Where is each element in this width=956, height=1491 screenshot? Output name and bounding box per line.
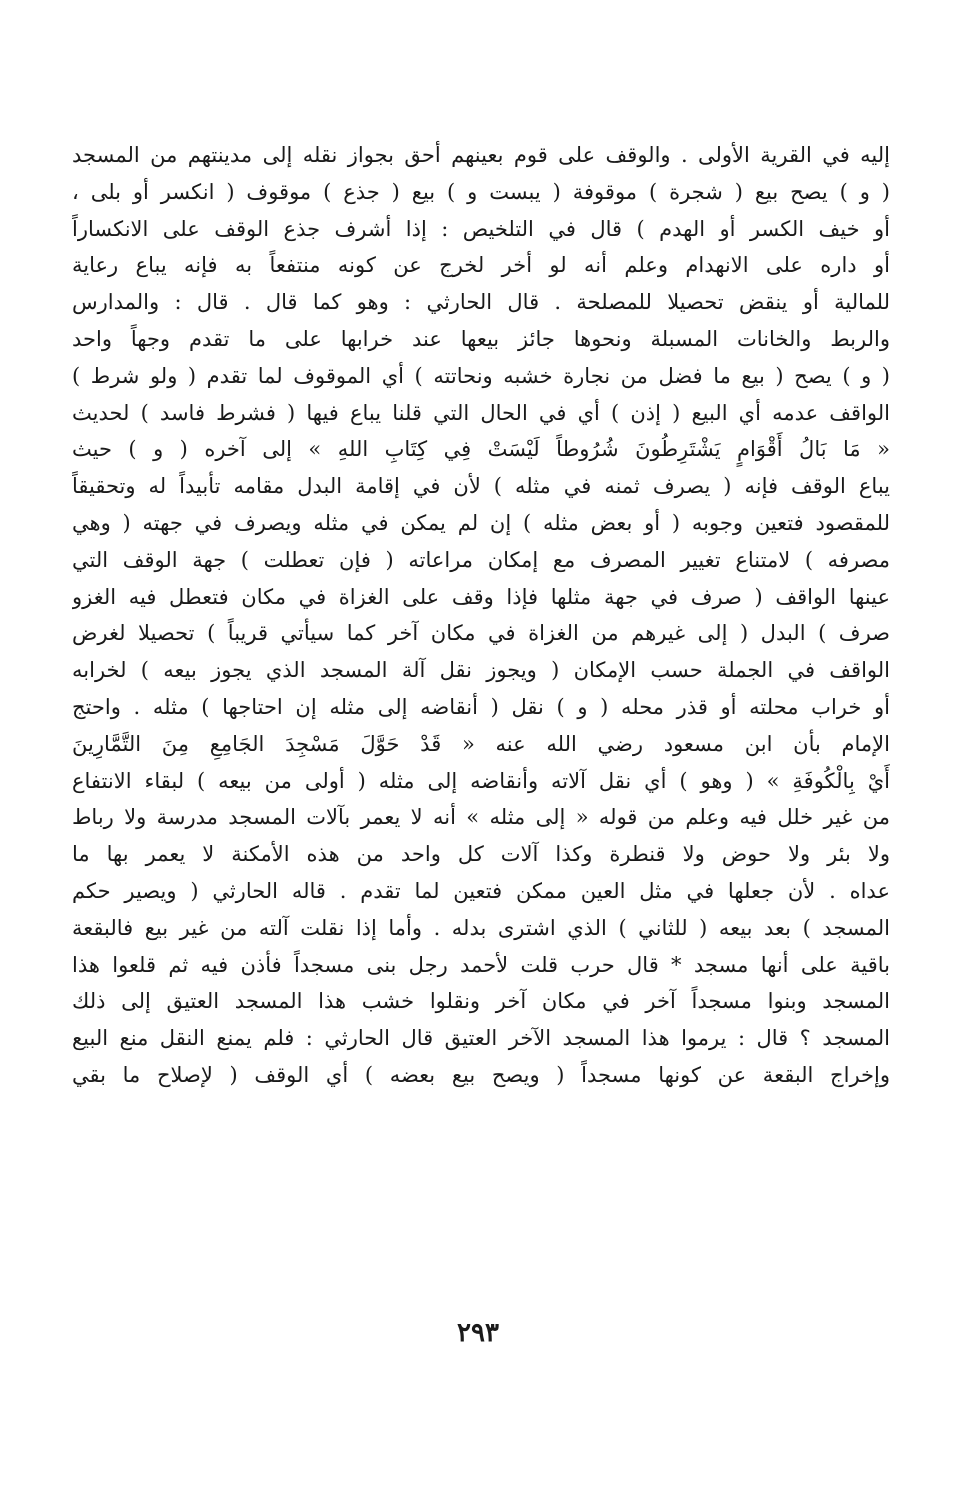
text-line: الإمام بأن ابن مسعود رضي الله عنه « قَدْ حَوَّلَ مَسْجِدَ الجَامِعِ مِنَ التَّمَّارِينَ <box>72 731 890 756</box>
text-line: والربط والخانات المسبلة ونحوها جائز بيعها عند خرابها على ما تقدم وجهاً واحد <box>72 326 890 351</box>
text-line: ولا بئر ولا حوض ولا قنطرة وكذا آلات كل واحد من هذه الأمكنة لا يعمر بها ما <box>72 842 890 867</box>
text-line: للمالية أو ينقض تحصيلا للمصلحة . قال الحارثي : وهو كما قال . قال : والمدارس <box>72 290 890 315</box>
text-line: الواقف في الجملة حسب الإمكان ( ويجوز نقل آلة المسجد الذي يجوز بيعه ) لخرابه <box>72 658 890 683</box>
text-line: الواقف عدمه أي البيع ( إذن ) أي في الحال التي قلنا يباع فيها ( فشرط فاسد ) لحديث <box>72 400 890 425</box>
text-line: مصرفه ) لامتناع تغيير المصرف مع إمكان مراعاته ( فإن تعطلت ) جهة الوقف التي <box>72 547 890 572</box>
body-text <box>72 137 890 1094</box>
text-line: عينها الواقف ( صرف في جهة مثلها فإذا وقف على الغزاة في مكان فتعطل فيه الغزو <box>72 584 890 609</box>
text-line: أو داره على الانهدام وعلم أنه لو أخر لخرج عن كونه منتفعاً به فإنه يباع رعاية <box>72 253 890 278</box>
text-line: ( و ) يصح ( بيع ما فضل من نجارة خشبه ونحاتته ) أي الموقوف لما تقدم ( ولو شرط ) <box>72 363 890 388</box>
text-line: أو خراب محلته أو قذر محله ( و ) نقل ( أنقاضه إلى مثله إن احتاجها ) مثله . واحتج <box>72 694 890 719</box>
text-line: يباع الوقف فإنه ( يصرف ثمنه في مثله ) لأن في إقامة البدل مقامه تأبيداً له وتحقيقاً <box>72 474 890 499</box>
text-line: « مَا بَالُ أَقْوَامٍ يَشْتَرِطُونَ شُرُوطاً لَيْسَتْ فِي كِتَابِ اللهِ » إلى آخره ( و ) حيث <box>72 437 890 462</box>
text-line: المسجد وبنوا مسجداً آخر في مكان آخر ونقلوا خشب هذا المسجد العتيق إلى ذلك <box>72 989 890 1014</box>
text-line: إليه في القرية الأولى . والوقف على قوم بعينهم أحق بجواز نقله إلى مدينتهم من المسجد <box>72 143 890 167</box>
page-number: ٢٩٣ <box>457 1318 499 1348</box>
text-line: عداه . لأن جعلها في مثل العين ممكن فتعين لما تقدم . قاله الحارثي ( ويصير حكم <box>72 878 890 903</box>
text-line: المسجد ) بعد بيعه ( للثاني ) الذي اشترى بدله . وأما إذا نقلت آلته من غير بيع فالبقعة <box>72 915 890 940</box>
text-line: أَيْ بِالْكُوفَةِ » ( وهو ) أي نقل آلاته وأنقاضه إلى مثله ( أولى من بيعه ) لبقاء الانتفاع <box>72 768 890 793</box>
text-line: أو خيف الكسر أو الهدم ) قال في التلخيص : إذا أشرف جذع الوقف على الانكساراً <box>72 216 890 241</box>
text-line: المسجد ؟ قال : يرموا هذا المسجد الآخر العتيق قال الحارثي : فلم يمنع النقل منع البيع <box>72 1026 890 1051</box>
text-line: للمقصود فتعين وجوبه ( أو بعض مثله ) إن لم يمكن في مثله ويصرف في جهته ( وهي <box>72 510 890 535</box>
text-line: باقية على أنها مسجد * قال حرب قلت لأحمد رجل بنى مسجداً فأذن فيه ثم قلعوا هذا <box>72 952 890 977</box>
text-line: من غير خلل فيه وعلم من قوله « إلى مثله » أنه لا يعمر بآلات المسجد مدرسة ولا رباط <box>72 805 890 830</box>
text-line: صرف ) البدل ( إلى غيرهم من الغزاة في مكان آخر كما سيأتي قريباً ) تحصيلا لغرض <box>72 621 890 646</box>
text-line: وإخراج البقعة عن كونها مسجداً ( ويصح بيع بعضه ) أي الوقف ( لإصلاح ما بقي <box>72 1062 890 1087</box>
text-line: ( و ) يصح بيع ( شجرة ) موقوفة ( يبست و ) بيع ( جذع ) موقوف ( انكسر أو بلى ، <box>72 179 890 204</box>
